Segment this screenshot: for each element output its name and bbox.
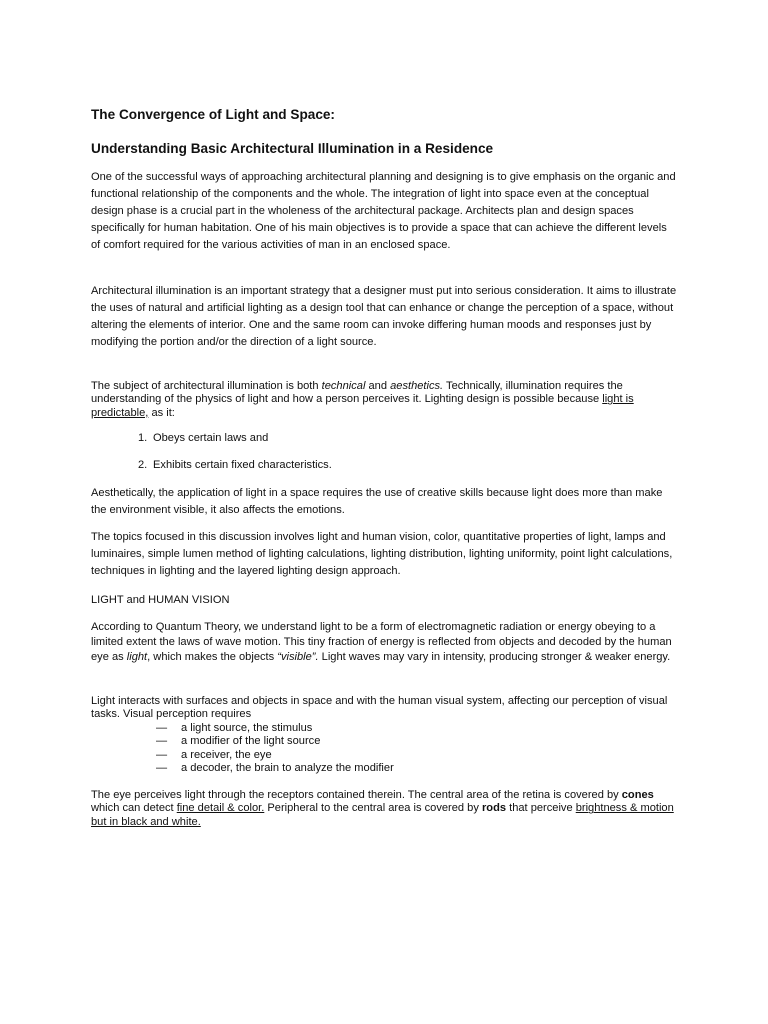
emphasis-technical: technical <box>321 380 366 392</box>
list-text: a decoder, the brain to analyze the modifier <box>181 762 394 775</box>
text-segment: , which makes the objects <box>147 651 278 663</box>
paragraph-aesthetically: Aesthetically, the application of light in a space requires the use of creative skills because light does more than make the environment visible, it also affects the emotions. <box>91 487 663 516</box>
paragraph-light-interacts: Light interacts with surfaces and objects in space and with the human visual system, affecting our perception of visual tasks. Visual perception requires <box>91 695 668 721</box>
text-segment: Peripheral to the central area is covered by <box>264 802 482 815</box>
paragraph-quantum-theory <box>91 620 679 665</box>
paragraph-architectural-illumination: Architectural illumination is an important strategy that a designer must put into serious consideration. It aims to illustrate the uses of natural and artificial lighting as a design tool that can enhance or change the perception of a space, without altering the elements of interior. One and the same room can invoke differing human moods and responses just by modifying the portion and/or the direction of a light source. <box>91 285 677 348</box>
document-subtitle: Understanding Basic Architectural Illumination in a Residence <box>91 141 494 156</box>
list-item <box>156 762 394 775</box>
bold-cones: cones <box>621 789 654 801</box>
text-segment: Technically, illumination requires the understanding of the physics of light and how a person perceives it. Lighting design is possible because <box>91 380 623 406</box>
text-segment: which can detect <box>91 802 177 815</box>
list-text: a receiver, the eye <box>181 748 272 761</box>
list-text: a light source, the stimulus <box>181 722 313 734</box>
list-number: 1. <box>138 432 148 444</box>
list-number: 2. <box>138 459 148 471</box>
list-item <box>156 722 394 735</box>
list-text: a modifier of the light source <box>181 735 321 748</box>
paragraph-technical-aesthetics <box>91 380 679 420</box>
dash-list <box>156 722 394 776</box>
emphasis-light: light <box>126 651 148 663</box>
text-segment: Light waves may vary in intensity, producing stronger & weaker energy. <box>318 651 671 663</box>
paragraph-topics: The topics focused in this discussion involves light and human vision, color, quantitative properties of light, lamps and luminaires, simple lumen method of lighting calculations, lighting distribution, lighting uniformity, point light calculations, techniques in lighting and the layered lighting design approach. <box>91 531 673 577</box>
text-segment: The subject of architectural illumination is both <box>91 380 322 392</box>
paragraph-eye-perceives <box>91 789 679 829</box>
list-item <box>138 459 332 471</box>
dash-bullet: — <box>156 735 168 748</box>
emphasis-visible: “visible”. <box>277 651 319 663</box>
text-segment: that perceive <box>506 802 576 815</box>
list-item <box>138 432 268 444</box>
list-text: Obeys certain laws and <box>153 432 269 444</box>
list-item <box>156 735 394 748</box>
underlined-light-is-predictable: light is predictable, <box>91 393 634 419</box>
document-title: The Convergence of Light and Space: <box>91 107 335 122</box>
text-segment: According to Quantum Theory, we understand light to be a form of electromagnetic radiation or energy obeying to a limited extent the laws of wave motion. This tiny fraction of energy is reflected from objects and decoded by the human eye as <box>91 621 672 663</box>
dash-bullet: — <box>156 722 168 734</box>
paragraph-organic-relationship: One of the successful ways of approaching architectural planning and designing is to give emphasis on the organic and functional relationship of the components and the whole. The integration of light into space even at the conceptual design phase is a crucial part in the wholeness of the architectural package. Architects plan and design spaces specifically for human habitation. One of his main objectives is to provide a space that can achieve the different levels of comfort required for the various activities of man in an enclosed space. <box>91 171 676 251</box>
emphasis-aesthetics: aesthetics. <box>390 380 444 392</box>
bold-rods: rods <box>481 802 507 815</box>
text-segment: The eye perceives light through the receptors contained therein. The central area of the retina is covered by <box>91 789 622 801</box>
underlined-fine-detail: fine detail & color. <box>176 802 265 815</box>
list-item <box>156 749 394 762</box>
underlined-brightness-motion: brightness & motion but in black and white. <box>91 802 674 828</box>
dash-bullet: — <box>156 762 168 775</box>
text-segment: and <box>365 380 391 392</box>
list-text: Exhibits certain fixed characteristics. <box>153 459 332 471</box>
dash-bullet: — <box>156 748 168 761</box>
section-heading-light-human-vision: LIGHT and HUMAN VISION <box>91 594 230 606</box>
text-segment: as it: <box>148 406 175 419</box>
